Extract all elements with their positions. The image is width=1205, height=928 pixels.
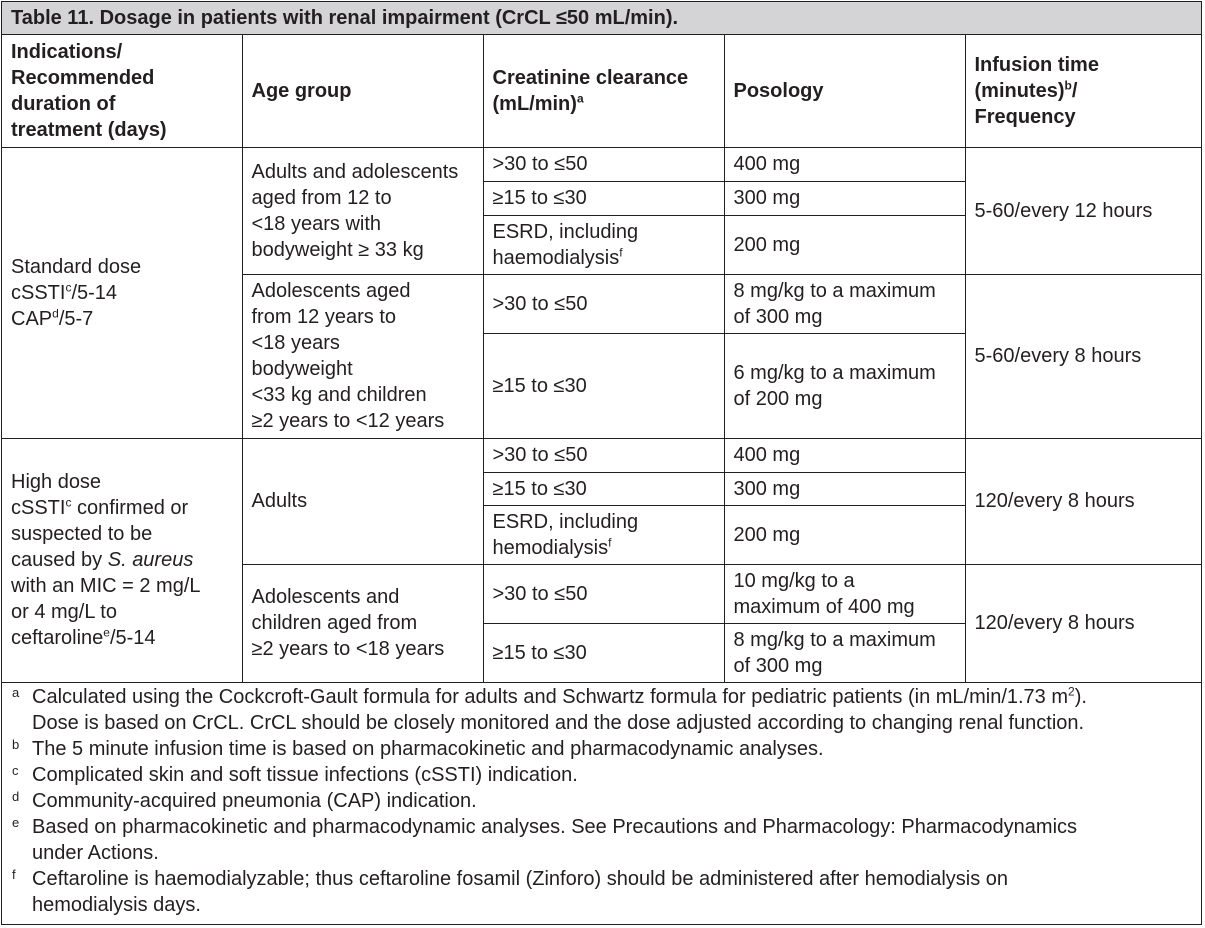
footnote-c: c Complicated skin and soft tissue infections (cSSTI) indication. [12,762,578,786]
footnote-e: e Based on pharmacokinetic and pharmacodynamic analyses. See Precautions and Pharmacology: Pharmacodynamics under Actions. [12,814,1078,864]
table-caption: Table 11. Dosage in patients with renal impairment (CrCL ≤50 mL/min). [2,2,1201,35]
infusion-cell: 5-60/every 8 hours [965,274,1201,438]
infusion-cell: 120/every 8 hours [965,438,1201,564]
posology-cell: 400 mg [724,438,965,472]
crcl-cell: ≥15 to ≤30 [483,472,724,505]
crcl-cell: ESRD, including haemodialysis$^f$ [483,215,724,274]
header-indications: Indications/ Recommended duration of treatment (days) [2,35,242,147]
footnotes [2,683,1201,918]
crcl-cell: >30 to ≤50 [483,274,724,333]
dosage-table-document [1,1,1202,925]
posology-cell: 8 mg/kg to a maximum of 300 mg [724,274,965,333]
indication-standard-dose: Standard dose cSSTI$^c$/5-14 CAP$^d$/5-7 [2,147,242,438]
footnote-a: a Calculated using the Cockcroft-Gault formula for adults and Schwartz formula for pediatric patients (in mL/min/1.73 $m^2$). Dose is based on CrCL. CrCL should be closely monitored and the dose adjusted according to changing renal function. [12,683,1087,734]
crcl-cell: ≥15 to ≤30 [483,333,724,438]
infusion-cell: 5-60/every 12 hours [965,147,1201,274]
footnote-f: f Ceftaroline is haemodialyzable; thus ceftaroline fosamil (Zinforo) should be administered after hemodialysis on hemodialysis days. [12,866,1009,916]
crcl-cell: ≥15 to ≤30 [483,181,724,215]
header-creatinine-clearance: Creatinine clearance $(mL/\min)^a$ [483,35,724,147]
posology-cell: 300 mg [724,472,965,505]
infusion-cell: 120/every 8 hours [965,564,1201,682]
crcl-cell: ≥15 to ≤30 [483,623,724,682]
header-infusion-time: Infusion time (minutes)$^b$/ Frequency [965,35,1201,147]
age-group-cell: Adults and adolescents aged from 12 to <18 years with bodyweight ≥ 33 kg [242,147,483,274]
footnote-b: b The 5 minute infusion time is based on pharmacokinetic and pharmacodynamic analyses. [12,736,824,760]
table-row [2,438,1201,472]
dosage-table [2,35,1201,683]
age-group-cell: Adults [242,438,483,564]
footnote-d: d Community-acquired pneumonia (CAP) indication. [12,788,477,812]
age-group-cell: Adolescents and children aged from ≥2 years to <18 years [242,564,483,682]
header-age-group: Age group [242,35,483,147]
crcl-cell: >30 to ≤50 [483,438,724,472]
posology-cell: 200 mg [724,505,965,564]
crcl-cell: ESRD, including hemodialysis$^f$ [483,505,724,564]
posology-cell: 8 mg/kg to a maximum of 300 mg [724,623,965,682]
table-row [2,147,1201,181]
posology-cell: 200 mg [724,215,965,274]
age-group-cell: Adolescents aged from 12 years to <18 years bodyweight <33 kg and children ≥2 years to <12 years [242,274,483,438]
indication-high-dose: High dose cSSTI$^c$ confirmed or suspected to be caused by S. aureus with an MIC = 2 mg/L or 4 mg/L to ceftaroline$^e$/5-14 [2,438,242,682]
posology-cell: 300 mg [724,181,965,215]
posology-cell: 10 mg/kg to a maximum of 400 mg [724,564,965,623]
crcl-cell: >30 to ≤50 [483,147,724,181]
posology-cell: 6 mg/kg to a maximum of 200 mg [724,333,965,438]
header-posology: Posology [724,35,965,147]
header-row [2,35,1201,147]
posology-cell: 400 mg [724,147,965,181]
crcl-cell: >30 to ≤50 [483,564,724,623]
